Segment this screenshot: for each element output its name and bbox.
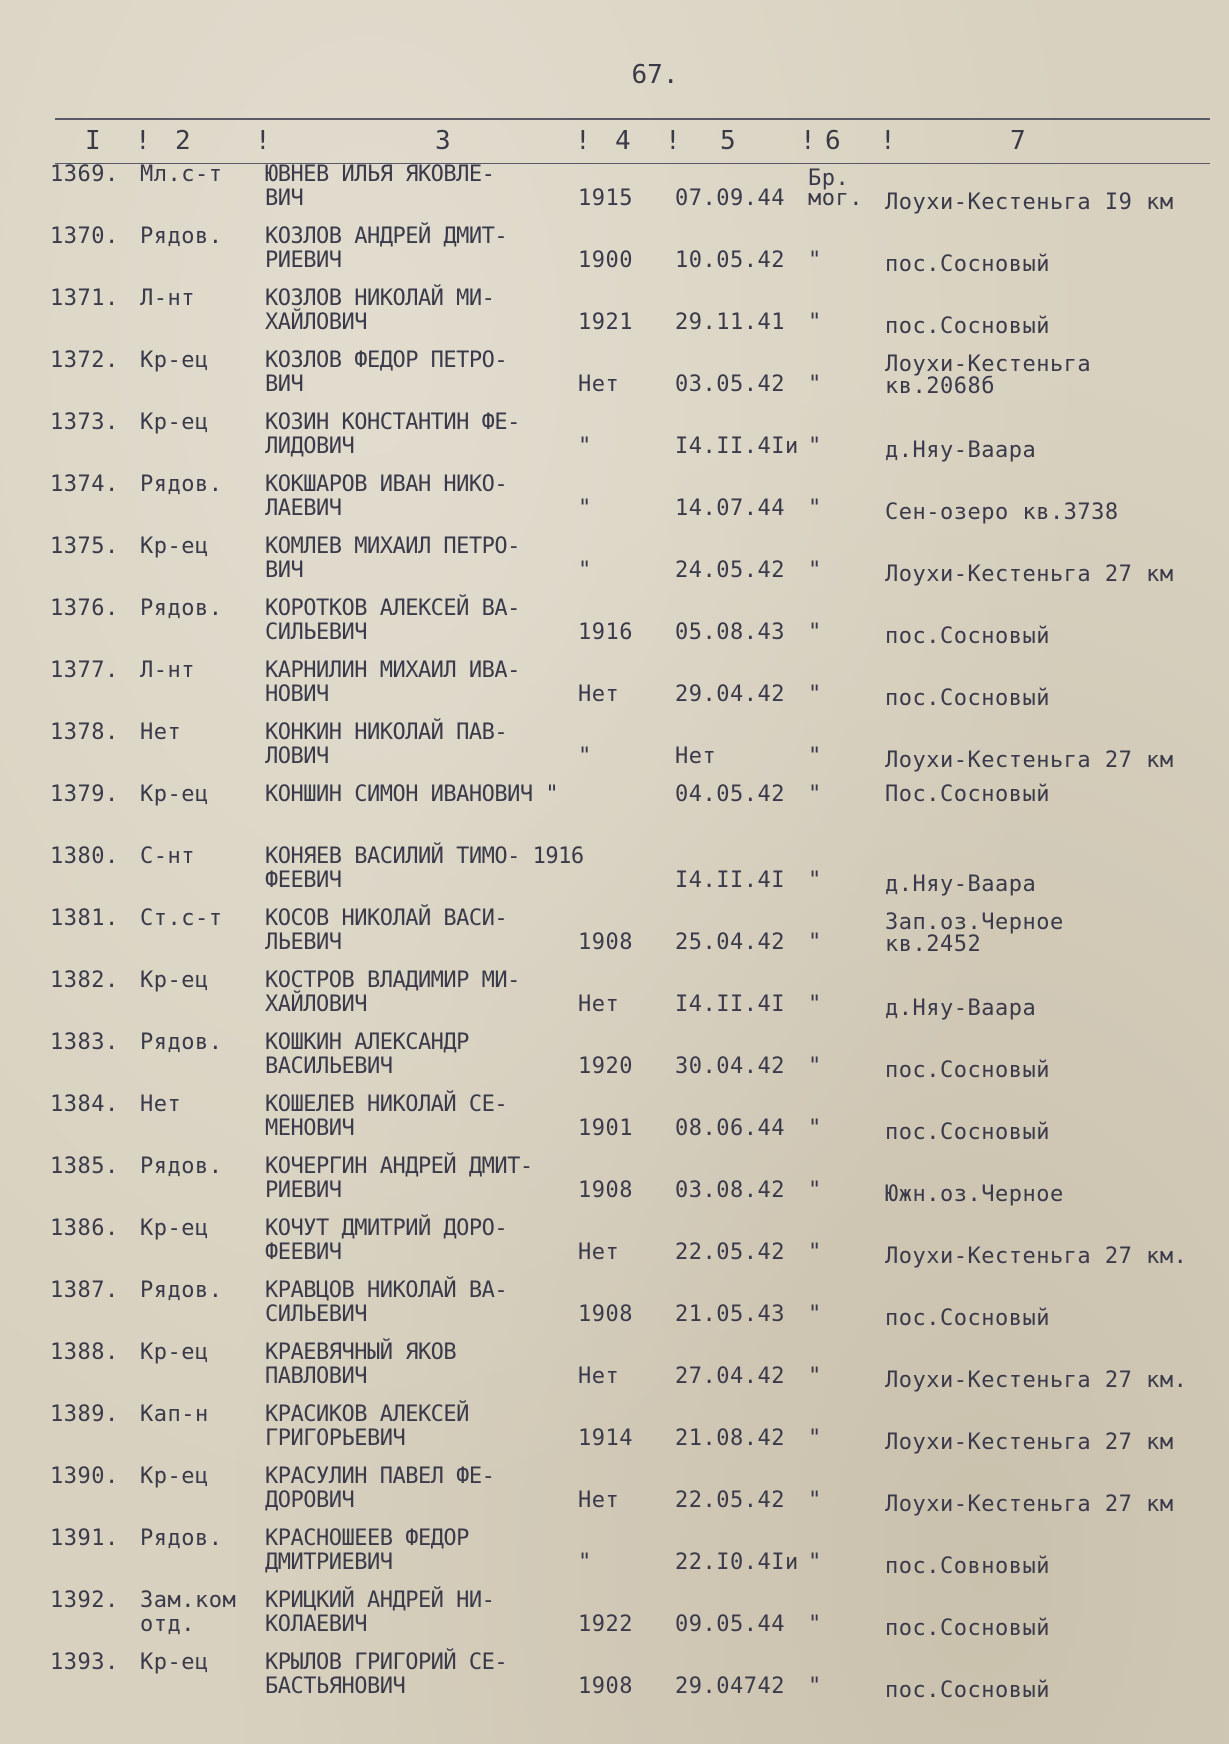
burial-type: " xyxy=(808,1240,822,1265)
burial-place: пос.Сосновый xyxy=(885,1058,1050,1083)
burial-type: " xyxy=(808,1178,822,1203)
rank: Кр-ец xyxy=(140,1650,209,1675)
rank: Л-нт xyxy=(140,286,195,311)
death-date: I4.II.4I xyxy=(675,992,785,1017)
table-row xyxy=(0,535,1229,595)
birth-year: 1920 xyxy=(578,1054,633,1079)
table-row xyxy=(0,287,1229,347)
name-line-1: КРАСУЛИН ПАВЕЛ ФЕ- xyxy=(265,1464,495,1489)
death-date: 14.07.44 xyxy=(675,496,785,521)
death-date: 03.05.42 xyxy=(675,372,785,397)
column-header-5: 5 xyxy=(720,126,736,156)
burial-place: Сен-озеро кв.3738 xyxy=(885,500,1119,525)
name-line-2: РИЕВИЧ xyxy=(265,1178,342,1203)
death-date: 25.04.42 xyxy=(675,930,785,955)
name-line-1: КОНЯЕВ ВАСИЛИЙ ТИМО- 1916 xyxy=(265,844,584,869)
table-row xyxy=(0,163,1229,223)
burial-place: пос.Сосновый xyxy=(885,1306,1050,1331)
column-header-1: I xyxy=(85,126,101,156)
name-line-2: ВАСИЛЬЕВИЧ xyxy=(265,1054,393,1079)
name-line-1: ЮВНЕВ ИЛЬЯ ЯКОВЛЕ- xyxy=(265,162,495,187)
burial-type: мог. xyxy=(808,186,863,211)
column-separator: ! xyxy=(800,126,816,156)
table-row xyxy=(0,1341,1229,1401)
name-line-1: КРАСИКОВ АЛЕКСЕЙ xyxy=(265,1402,469,1427)
burial-type: " xyxy=(808,1674,822,1699)
name-line-1: КОЧУТ ДМИТРИЙ ДОРО- xyxy=(265,1216,508,1241)
name-line-1: КРИЦКИЙ АНДРЕЙ НИ- xyxy=(265,1588,495,1613)
burial-place: д.Няу-Ваара xyxy=(885,872,1037,897)
birth-year: 1901 xyxy=(578,1116,633,1141)
table-row xyxy=(0,1217,1229,1277)
death-date: 29.04742 xyxy=(675,1674,785,1699)
birth-year: 1900 xyxy=(578,248,633,273)
column-header-2: 2 xyxy=(175,126,191,156)
burial-place: пос.Совновый xyxy=(885,1554,1050,1579)
burial-place: пос.Сосновый xyxy=(885,686,1050,711)
record-number: 1391. xyxy=(50,1526,119,1551)
burial-type: " xyxy=(808,558,822,583)
name-line-1: КОЗЛОВ НИКОЛАЙ МИ- xyxy=(265,286,495,311)
death-date: 22.I0.4Iи xyxy=(675,1550,799,1575)
death-date: 03.08.42 xyxy=(675,1178,785,1203)
birth-year: 1921 xyxy=(578,310,633,335)
birth-year: Нет xyxy=(578,992,620,1017)
column-header-6: 6 xyxy=(825,126,841,156)
record-number: 1390. xyxy=(50,1464,119,1489)
table-row xyxy=(0,721,1229,781)
burial-place: Лоухи-Кестеньга 27 км xyxy=(885,562,1174,587)
name-line-1: КОЧЕРГИН АНДРЕЙ ДМИТ- xyxy=(265,1154,533,1179)
table-row xyxy=(0,473,1229,533)
name-line-2: ДОРОВИЧ xyxy=(265,1488,355,1513)
death-date: 07.09.44 xyxy=(675,186,785,211)
birth-year: Нет xyxy=(578,682,620,707)
rank: Кр-ец xyxy=(140,1216,209,1241)
rank: Кр-ец xyxy=(140,534,209,559)
rank: Ст.с-т xyxy=(140,906,223,931)
name-line-1: КОСОВ НИКОЛАЙ ВАСИ- xyxy=(265,906,508,931)
name-line-2: ПАВЛОВИЧ xyxy=(265,1364,367,1389)
name-line-2: КОЛАЕВИЧ xyxy=(265,1612,367,1637)
name-line-1: КОЗИН КОНСТАНТИН ФЕ- xyxy=(265,410,520,435)
burial-place-line-2: кв.2452 xyxy=(885,932,982,957)
name-line-1: КОКШАРОВ ИВАН НИКО- xyxy=(265,472,508,497)
record-number: 1374. xyxy=(50,472,119,497)
name-line-2: ГРИГОРЬЕВИЧ xyxy=(265,1426,406,1451)
burial-type: " xyxy=(808,1426,822,1451)
birth-year: 1922 xyxy=(578,1612,633,1637)
death-date: 04.05.42 xyxy=(675,782,785,807)
record-number: 1376. xyxy=(50,596,119,621)
name-line-2: ЛАЕВИЧ xyxy=(265,496,342,521)
record-number: 1386. xyxy=(50,1216,119,1241)
birth-year: " xyxy=(578,496,592,521)
name-line-1: КРАВЦОВ НИКОЛАЙ ВА- xyxy=(265,1278,508,1303)
death-date: I4.II.4I xyxy=(675,868,785,893)
burial-type: " xyxy=(808,496,822,521)
burial-place: Лоухи-Кестеньга 27 км. xyxy=(885,1244,1188,1269)
record-number: 1370. xyxy=(50,224,119,249)
name-line-2: ЛИДОВИЧ xyxy=(265,434,355,459)
table-row xyxy=(0,969,1229,1029)
burial-type: " xyxy=(808,992,822,1017)
name-line-1: КОЗЛОВ ФЕДОР ПЕТРО- xyxy=(265,348,508,373)
rank: Рядов. xyxy=(140,1030,223,1055)
burial-place: пос.Сосновый xyxy=(885,1120,1050,1145)
name-line-1: КРАЕВЯЧНЫЙ ЯКОВ xyxy=(265,1340,457,1365)
name-line-2: РИЕВИЧ xyxy=(265,248,342,273)
name-line-2: МЕНОВИЧ xyxy=(265,1116,355,1141)
column-header-7: 7 xyxy=(1010,126,1026,156)
birth-year: 1908 xyxy=(578,1302,633,1327)
death-date: 30.04.42 xyxy=(675,1054,785,1079)
burial-type-top: Бр. xyxy=(808,166,850,191)
column-separator: ! xyxy=(880,126,896,156)
record-number: 1372. xyxy=(50,348,119,373)
burial-place: Лоухи-Кестеньга I9 км xyxy=(885,190,1174,215)
table-row xyxy=(0,1465,1229,1525)
burial-type: " xyxy=(808,1302,822,1327)
table-row xyxy=(0,1403,1229,1463)
burial-type: " xyxy=(808,1054,822,1079)
death-date: 22.05.42 xyxy=(675,1240,785,1265)
table-row xyxy=(0,411,1229,471)
table-row xyxy=(0,597,1229,657)
burial-type: " xyxy=(808,782,822,807)
column-separator: ! xyxy=(575,126,591,156)
name-line-2: СИЛЬЕВИЧ xyxy=(265,620,367,645)
birth-year: Нет xyxy=(578,1364,620,1389)
rank: Рядов. xyxy=(140,1278,223,1303)
record-number: 1382. xyxy=(50,968,119,993)
burial-place: пос.Сосновый xyxy=(885,1616,1050,1641)
burial-type: " xyxy=(808,1550,822,1575)
burial-place: д.Няу-Ваара xyxy=(885,996,1037,1021)
name-line-1: КОШЕЛЕВ НИКОЛАЙ СЕ- xyxy=(265,1092,508,1117)
record-number: 1380. xyxy=(50,844,119,869)
name-line-1: КАРНИЛИН МИХАИЛ ИВА- xyxy=(265,658,520,683)
death-date: 10.05.42 xyxy=(675,248,785,273)
death-date: 29.11.41 xyxy=(675,310,785,335)
table-row xyxy=(0,845,1229,905)
birth-year: 1915 xyxy=(578,186,633,211)
table-row xyxy=(0,1651,1229,1711)
rank: Кр-ец xyxy=(140,782,209,807)
record-number: 1388. xyxy=(50,1340,119,1365)
record-number: 1387. xyxy=(50,1278,119,1303)
table-row xyxy=(0,659,1229,719)
birth-year: 1908 xyxy=(578,1178,633,1203)
name-line-1: КОМЛЕВ МИХАИЛ ПЕТРО- xyxy=(265,534,520,559)
name-line-1: КОШКИН АЛЕКСАНДР xyxy=(265,1030,469,1055)
burial-type: " xyxy=(808,620,822,645)
birth-year: 1908 xyxy=(578,1674,633,1699)
birth-year: " xyxy=(578,434,592,459)
rank: Кр-ец xyxy=(140,1340,209,1365)
column-separator: ! xyxy=(255,126,271,156)
name-line-1: КРАСНОШЕЕВ ФЕДОР xyxy=(265,1526,469,1551)
burial-place: Южн.оз.Черное xyxy=(885,1182,1064,1207)
record-number: 1377. xyxy=(50,658,119,683)
burial-type: " xyxy=(808,1612,822,1637)
name-line-2: ВИЧ xyxy=(265,372,304,397)
name-line-2: СИЛЬЕВИЧ xyxy=(265,1302,367,1327)
rank: Рядов. xyxy=(140,1526,223,1551)
column-separator: ! xyxy=(135,126,151,156)
record-number: 1373. xyxy=(50,410,119,435)
birth-year: 1914 xyxy=(578,1426,633,1451)
rank: Рядов. xyxy=(140,1154,223,1179)
name-line-1: КОРОТКОВ АЛЕКСЕЙ ВА- xyxy=(265,596,520,621)
death-date: Нет xyxy=(675,744,717,769)
rank: Кр-ец xyxy=(140,968,209,993)
death-date: 27.04.42 xyxy=(675,1364,785,1389)
rank: С-нт xyxy=(140,844,195,869)
record-number: 1371. xyxy=(50,286,119,311)
burial-type: " xyxy=(808,434,822,459)
table-row xyxy=(0,907,1229,967)
birth-year: Нет xyxy=(578,1240,620,1265)
death-date: I4.II.4Iи xyxy=(675,434,799,459)
burial-place: Лоухи-Кестеньга 27 км xyxy=(885,748,1174,773)
record-number: 1385. xyxy=(50,1154,119,1179)
record-number: 1375. xyxy=(50,534,119,559)
rank-line-2: отд. xyxy=(140,1612,195,1637)
death-date: 22.05.42 xyxy=(675,1488,785,1513)
page-number: 67. xyxy=(631,60,679,90)
column-separator: ! xyxy=(665,126,681,156)
name-line-2: ХАЙЛОВИЧ xyxy=(265,992,367,1017)
table-row xyxy=(0,349,1229,409)
table-row xyxy=(0,1093,1229,1153)
name-line-2: ХАЙЛОВИЧ xyxy=(265,310,367,335)
table-row xyxy=(0,1589,1229,1649)
birth-year: 1908 xyxy=(578,930,633,955)
burial-place-line-2: кв.2068б xyxy=(885,374,995,399)
burial-place: Лоухи-Кестеньга 27 км xyxy=(885,1492,1174,1517)
record-number: 1378. xyxy=(50,720,119,745)
burial-place: пос.Сосновый xyxy=(885,624,1050,649)
burial-type: " xyxy=(808,930,822,955)
name-line-2: ФЕЕВИЧ xyxy=(265,1240,342,1265)
record-number: 1384. xyxy=(50,1092,119,1117)
record-number: 1393. xyxy=(50,1650,119,1675)
column-header-4: 4 xyxy=(615,126,631,156)
name-line-2: ДМИТРИЕВИЧ xyxy=(265,1550,393,1575)
rank: Рядов. xyxy=(140,472,223,497)
burial-type: " xyxy=(808,1116,822,1141)
name-line-1: КОНКИН НИКОЛАЙ ПАВ- xyxy=(265,720,508,745)
rank: Кр-ец xyxy=(140,1464,209,1489)
burial-place: пос.Сосновый xyxy=(885,314,1050,339)
birth-year: " xyxy=(578,1550,592,1575)
record-number: 1369. xyxy=(50,162,119,187)
table-row xyxy=(0,1155,1229,1215)
record-number: 1383. xyxy=(50,1030,119,1055)
record-number: 1389. xyxy=(50,1402,119,1427)
name-line-1: КРЫЛОВ ГРИГОРИЙ СЕ- xyxy=(265,1650,508,1675)
table-row xyxy=(0,1031,1229,1091)
burial-place: Пос.Сосновый xyxy=(885,782,1050,807)
rank: Мл.с-т xyxy=(140,162,223,187)
burial-type: " xyxy=(808,248,822,273)
name-line-1: КОСТРОВ ВЛАДИМИР МИ- xyxy=(265,968,520,993)
burial-place: пос.Сосновый xyxy=(885,1678,1050,1703)
rank: Рядов. xyxy=(140,596,223,621)
name-line-1: КОНШИН СИМОН ИВАНОВИЧ " xyxy=(265,782,559,807)
birth-year: " xyxy=(578,558,592,583)
death-date: 21.05.43 xyxy=(675,1302,785,1327)
name-line-2: ВИЧ xyxy=(265,186,304,211)
burial-type: " xyxy=(808,372,822,397)
death-date: 24.05.42 xyxy=(675,558,785,583)
burial-place: Зап.оз.Черное xyxy=(885,910,1064,935)
name-line-2: ВИЧ xyxy=(265,558,304,583)
birth-year: " xyxy=(578,744,592,769)
record-number: 1379. xyxy=(50,782,119,807)
birth-year: Нет xyxy=(578,372,620,397)
rank: Нет xyxy=(140,720,182,745)
rank: Кр-ец xyxy=(140,410,209,435)
name-line-2: ЛЬЕВИЧ xyxy=(265,930,342,955)
name-line-2: НОВИЧ xyxy=(265,682,329,707)
rank: Нет xyxy=(140,1092,182,1117)
name-line-2: ЛОВИЧ xyxy=(265,744,329,769)
burial-type: " xyxy=(808,744,822,769)
burial-place: Лоухи-Кестеньга xyxy=(885,352,1092,377)
burial-type: " xyxy=(808,310,822,335)
table-row xyxy=(0,783,1229,843)
table-row xyxy=(0,1279,1229,1339)
death-date: 08.06.44 xyxy=(675,1116,785,1141)
name-line-2: ФЕЕВИЧ xyxy=(265,868,342,893)
burial-type: " xyxy=(808,1364,822,1389)
burial-place: Лоухи-Кестеньга 27 км. xyxy=(885,1368,1188,1393)
death-date: 21.08.42 xyxy=(675,1426,785,1451)
record-number: 1392. xyxy=(50,1588,119,1613)
rank: Кап-н xyxy=(140,1402,209,1427)
header-top-rule xyxy=(55,118,1210,120)
burial-type: " xyxy=(808,868,822,893)
death-date: 09.05.44 xyxy=(675,1612,785,1637)
burial-type: " xyxy=(808,1488,822,1513)
birth-year: Нет xyxy=(578,1488,620,1513)
death-date: 05.08.43 xyxy=(675,620,785,645)
burial-place: д.Няу-Ваара xyxy=(885,438,1037,463)
rank: Рядов. xyxy=(140,224,223,249)
rank: Зам.ком xyxy=(140,1588,237,1613)
burial-type: " xyxy=(808,682,822,707)
burial-place: Лоухи-Кестеньга 27 км xyxy=(885,1430,1174,1455)
burial-place: пос.Сосновый xyxy=(885,252,1050,277)
name-line-1: КОЗЛОВ АНДРЕЙ ДМИТ- xyxy=(265,224,508,249)
record-number: 1381. xyxy=(50,906,119,931)
column-header-3: 3 xyxy=(435,126,451,156)
birth-year: 1916 xyxy=(578,620,633,645)
name-line-2: БАСТЬЯНОВИЧ xyxy=(265,1674,406,1699)
rank: Л-нт xyxy=(140,658,195,683)
table-row xyxy=(0,1527,1229,1587)
death-date: 29.04.42 xyxy=(675,682,785,707)
table-row xyxy=(0,225,1229,285)
rank: Кр-ец xyxy=(140,348,209,373)
